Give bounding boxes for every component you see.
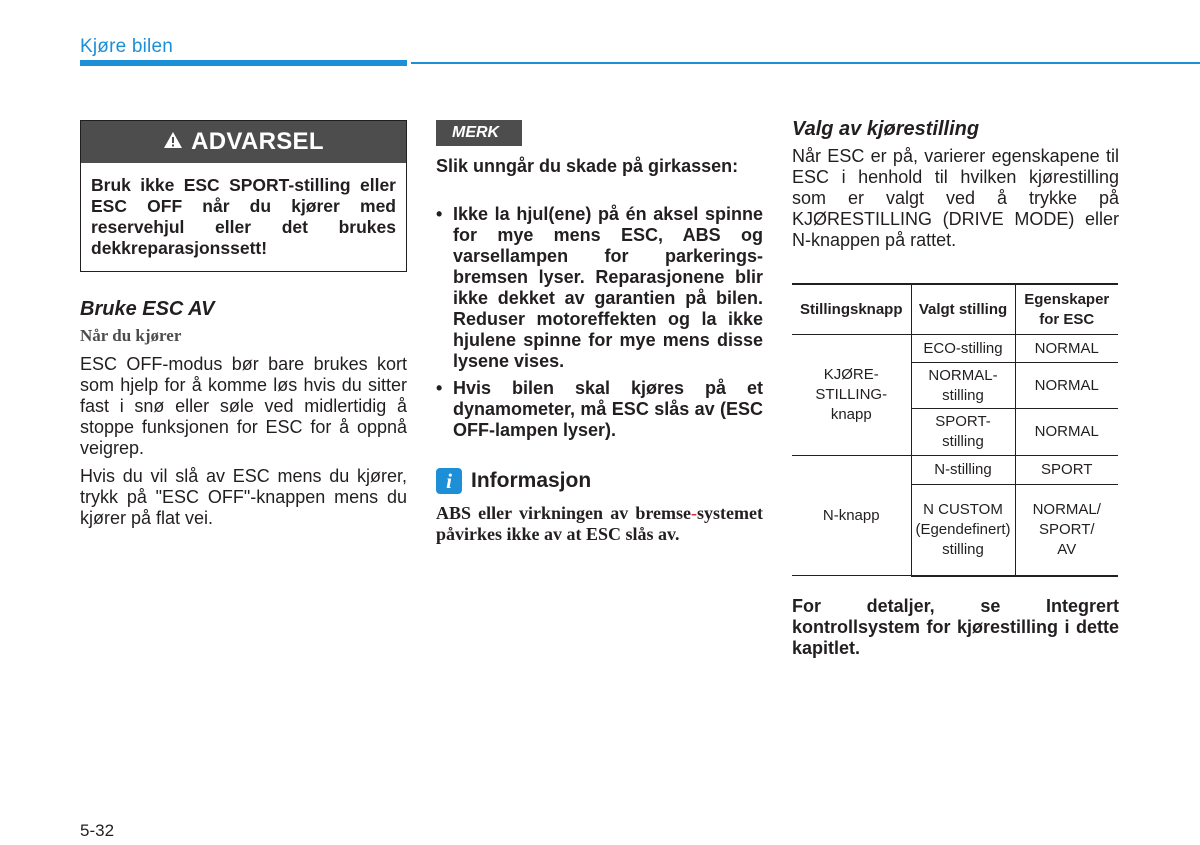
note-bullet-text: Hvis bilen skal kjøres på et dynamometer, må ESC slås av (ESC OFF-lampen lyser). xyxy=(453,378,763,440)
note-bullet-item xyxy=(436,204,763,372)
warning-text: Bruk ikke ESC SPORT-stilling eller ESC OFF når du kjører med reservehjul eller det brukes dekkreparasjonssett! xyxy=(91,175,396,258)
table-header-cell: Stillingsknapp xyxy=(792,284,911,335)
drive-mode-footer: For detaljer, se Integrert kontrollsystem for kjørestilling i dette kapitlet. xyxy=(792,596,1119,658)
drive-mode-paragraph: Når ESC er på, varierer egenskapene til ESC i henhold til hvilken kjørestilling som er valgt ved å trykke på KJØRESTILLING (DRIVE MODE) eller N-knappen på rattet. xyxy=(792,146,1119,250)
table-header-cell: Valgt stilling xyxy=(911,284,1015,335)
table-row xyxy=(792,456,1118,485)
table-cell-mode: N CUSTOM (Egendefinert) stilling xyxy=(911,485,1015,576)
table-cell-mode: N-stilling xyxy=(911,456,1015,485)
note-bullet-text: Ikke la hjul(ene) på én aksel spinne for mye mens ESC, ABS og varsellampen for parkerings-bremsen lyser. Reparasjonene blir ikke dekket av garantien på bilen. Reduser motoreffekten og la ikke hjulene spinne for mye mens disse lysene vises. xyxy=(453,204,763,371)
warning-box xyxy=(80,120,407,272)
info-text-part-2: systemet påvirkes ikke av at ESC slås av. xyxy=(436,503,763,544)
table-cell-esc: SPORT xyxy=(1015,456,1118,485)
info-header xyxy=(436,468,591,494)
note-lead: Slik unngår du skade på girkassen: xyxy=(436,156,739,176)
esc-off-heading: Bruke ESC AV xyxy=(80,298,215,320)
table-cell-button: N-knapp xyxy=(792,456,911,576)
warning-title: ADVARSEL xyxy=(191,128,324,155)
section-title: Kjøre bilen xyxy=(80,36,174,57)
table-header-cell: Egenskaper for ESC xyxy=(1015,284,1118,335)
table-row xyxy=(792,335,1118,363)
drive-mode-heading: Valg av kjørestilling xyxy=(792,118,980,140)
table-cell-esc: NORMAL xyxy=(1015,363,1118,409)
table-header-row xyxy=(792,284,1118,335)
table-cell-esc: NORMAL/ SPORT/ AV xyxy=(1015,485,1118,576)
header-rule-thin xyxy=(411,62,1200,64)
info-hyphen: - xyxy=(691,503,698,523)
note-badge: MERK xyxy=(436,120,522,146)
warning-header xyxy=(81,121,406,163)
esc-off-paragraph-2: Hvis du vil slå av ESC mens du kjører, trykk på "ESC OFF"-knappen mens du kjører på flat vei. xyxy=(80,466,407,528)
table-cell-mode: ECO-stilling xyxy=(911,335,1015,363)
table-cell-mode: SPORT-stilling xyxy=(911,409,1015,456)
drive-mode-table xyxy=(792,283,1118,577)
page-number: 5-32 xyxy=(80,821,115,840)
table-cell-esc: NORMAL xyxy=(1015,409,1118,456)
info-text xyxy=(436,503,763,545)
bullet-dot: • xyxy=(436,204,443,224)
header-rule-thick xyxy=(80,60,407,66)
note-bullet-list xyxy=(436,204,763,447)
table-cell-mode: NORMAL-stilling xyxy=(911,363,1015,409)
info-title: Informasjon xyxy=(471,469,592,492)
esc-off-subheading: Når du kjører xyxy=(80,326,182,345)
esc-off-paragraph-1: ESC OFF-modus bør bare brukes kort som hjelp for å komme løs hvis du sitter fast i snø eller søle ved midlertidig å stoppe funksjonen for ESC for å oppnå veigrep. xyxy=(80,354,407,458)
info-text-part-1: ABS eller virkningen av bremse xyxy=(436,503,692,523)
table-cell-button: KJØRE-STILLING-knapp xyxy=(792,335,911,456)
note-bullet-item xyxy=(436,378,763,441)
info-icon: i xyxy=(436,468,462,494)
bullet-dot: • xyxy=(436,378,443,398)
table-cell-esc: NORMAL xyxy=(1015,335,1118,363)
warning-triangle-icon xyxy=(163,128,183,156)
